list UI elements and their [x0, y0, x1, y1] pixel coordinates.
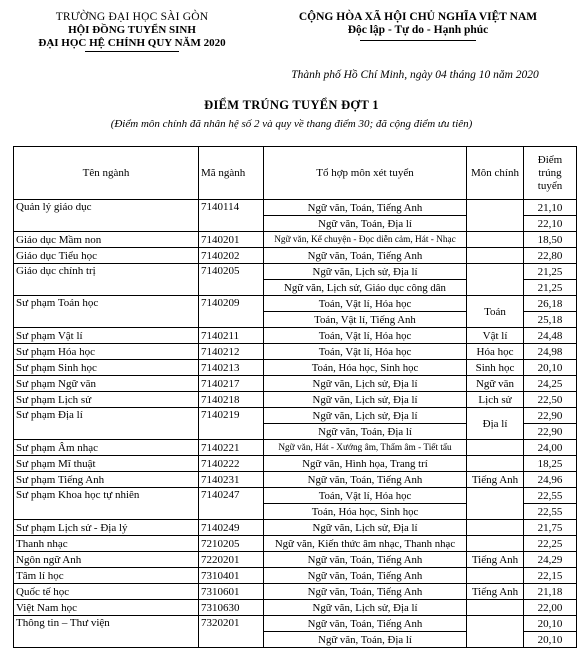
right-header-rule: [360, 40, 476, 41]
subject-combination: Ngữ văn, Lịch sử, Địa lí: [264, 264, 467, 280]
admission-score: 22,50: [524, 392, 577, 408]
admission-score: 24,29: [524, 552, 577, 568]
table-row: [14, 392, 577, 408]
school-name: TRƯỜNG ĐẠI HỌC SÀI GÒN: [55, 11, 209, 23]
subject-combination: Ngữ văn, Toán, Tiếng Anh: [264, 568, 467, 584]
major-name: Quản lý giáo dục: [14, 200, 199, 232]
admission-score: 24,96: [524, 472, 577, 488]
table-row: [14, 520, 577, 536]
header-name: Tên ngành: [14, 147, 199, 200]
table-row: [14, 296, 577, 312]
admission-score: 22,80: [524, 248, 577, 264]
major-code: 7210205: [199, 536, 264, 552]
nation-header: [268, 11, 568, 37]
subject-combination: Ngữ văn, Kiến thức âm nhạc, Thanh nhạc: [264, 536, 467, 552]
admission-score: 25,18: [524, 312, 577, 328]
main-subject: Ngữ văn: [467, 376, 524, 392]
subject-combination: Toán, Hóa học, Sinh học: [264, 504, 467, 520]
document-subtitle: (Điểm môn chính đã nhân hệ số 2 và quy về thang điểm 30; đã cộng điểm ưu tiên): [110, 118, 473, 130]
admission-score: 22,90: [524, 408, 577, 424]
subject-combination: Toán, Vật lí, Hóa học: [264, 344, 467, 360]
main-subject: [467, 456, 524, 472]
main-subject: Tiếng Anh: [467, 552, 524, 568]
major-code: 7140114: [199, 200, 264, 232]
major-name: Sư phạm Mĩ thuật: [14, 456, 199, 472]
subject-combination: Ngữ văn, Toán, Địa lí: [264, 424, 467, 440]
major-name: Sư phạm Sinh học: [14, 360, 199, 376]
council-name: HỘI ĐỒNG TUYỂN SINH: [68, 24, 196, 36]
admission-score: 22,10: [524, 216, 577, 232]
admission-score: 21,18: [524, 584, 577, 600]
major-name: Sư phạm Tiếng Anh: [14, 472, 199, 488]
subject-combination: Ngữ văn, Toán, Tiếng Anh: [264, 248, 467, 264]
subject-combination: Ngữ văn, Toán, Tiếng Anh: [264, 200, 467, 216]
table-row: [14, 536, 577, 552]
admission-score: 20,10: [524, 360, 577, 376]
table-row: [14, 360, 577, 376]
main-subject: Vật lí: [467, 328, 524, 344]
subject-combination: Ngữ văn, Kể chuyện - Đọc diễn cảm, Hát - Nhạc: [264, 232, 467, 248]
admission-score: 22,00: [524, 600, 577, 616]
main-subject: [467, 520, 524, 536]
main-subject: [467, 536, 524, 552]
major-name: Thanh nhạc: [14, 536, 199, 552]
admission-score: 22,90: [524, 424, 577, 440]
major-code: 7140231: [199, 472, 264, 488]
main-subject: [467, 248, 524, 264]
major-name: Sư phạm Lịch sử: [14, 392, 199, 408]
major-name: Sư phạm Địa lí: [14, 408, 199, 440]
major-name: Thông tin – Thư viện: [14, 616, 199, 648]
subject-combination: Ngữ văn, Toán, Địa lí: [264, 216, 467, 232]
subject-combination: Ngữ văn, Lịch sử, Giáo dục công dân: [264, 280, 467, 296]
header-combo: Tổ hợp môn xét tuyển: [264, 147, 467, 200]
admission-score: 22,25: [524, 536, 577, 552]
major-code: 7140209: [199, 296, 264, 328]
document-title: ĐIỂM TRÚNG TUYỂN ĐỢT 1: [204, 98, 379, 112]
subject-combination: Ngữ văn, Toán, Địa lí: [264, 632, 467, 648]
major-code: 7140249: [199, 520, 264, 536]
admission-score: 21,25: [524, 280, 577, 296]
main-subject: [467, 616, 524, 648]
admission-score: 24,48: [524, 328, 577, 344]
admission-score: 21,25: [524, 264, 577, 280]
major-code: 7140202: [199, 248, 264, 264]
main-subject: [467, 200, 524, 232]
main-subject: [467, 488, 524, 520]
subject-combination: Ngữ văn, Lịch sử, Địa lí: [264, 520, 467, 536]
admission-score: 21,10: [524, 200, 577, 216]
table-row: [14, 584, 577, 600]
admission-score: 21,75: [524, 520, 577, 536]
table-row: [14, 232, 577, 248]
table-row: [14, 248, 577, 264]
subject-combination: Toán, Vật lí, Tiếng Anh: [264, 312, 467, 328]
admission-score: 26,18: [524, 296, 577, 312]
admission-score-table: [13, 146, 577, 648]
major-code: 7140222: [199, 456, 264, 472]
main-subject: Tiếng Anh: [467, 584, 524, 600]
main-subject: Tiếng Anh: [467, 472, 524, 488]
major-code: 7140205: [199, 264, 264, 296]
major-code: 7140221: [199, 440, 264, 456]
table-row: [14, 408, 577, 424]
major-name: Ngôn ngữ Anh: [14, 552, 199, 568]
table-row: [14, 440, 577, 456]
major-name: Giáo dục Mầm non: [14, 232, 199, 248]
main-subject: [467, 232, 524, 248]
subject-combination: Ngữ văn, Toán, Tiếng Anh: [264, 472, 467, 488]
table-row: [14, 328, 577, 344]
major-code: 7140247: [199, 488, 264, 520]
nation-name: CỘNG HÒA XÃ HỘI CHỦ NGHĨA VIỆT NAM: [298, 11, 538, 23]
main-subject: Toán: [467, 296, 524, 328]
table-row: [14, 376, 577, 392]
major-name: Sư phạm Toán học: [14, 296, 199, 328]
program-name: ĐẠI HỌC HỆ CHÍNH QUY NĂM 2020: [38, 37, 226, 49]
major-code: 7310630: [199, 600, 264, 616]
admission-score: 24,98: [524, 344, 577, 360]
school-header: [32, 11, 232, 50]
major-name: Việt Nam học: [14, 600, 199, 616]
main-subject: [467, 264, 524, 296]
subject-combination: Ngữ văn, Toán, Tiếng Anh: [264, 616, 467, 632]
major-code: 7310601: [199, 584, 264, 600]
major-code: 7140218: [199, 392, 264, 408]
admission-score: 22,15: [524, 568, 577, 584]
subject-combination: Ngữ văn, Lịch sử, Địa lí: [264, 600, 467, 616]
table-header-row: [14, 147, 577, 200]
table-row: [14, 264, 577, 280]
table-row: [14, 456, 577, 472]
major-name: Giáo dục Tiểu học: [14, 248, 199, 264]
major-name: Giáo dục chính trị: [14, 264, 199, 296]
major-code: 7140201: [199, 232, 264, 248]
left-header-rule: [85, 51, 179, 52]
major-code: 7140217: [199, 376, 264, 392]
main-subject: Sinh học: [467, 360, 524, 376]
nation-motto: Độc lập - Tự do - Hạnh phúc: [347, 24, 489, 36]
subject-combination: Ngữ văn, Lịch sử, Địa lí: [264, 392, 467, 408]
admission-score: 18,50: [524, 232, 577, 248]
subject-combination: Ngữ văn, Hát - Xướng âm, Thẩm âm - Tiết tấu: [264, 440, 467, 456]
subject-combination: Toán, Hóa học, Sinh học: [264, 360, 467, 376]
major-name: Sư phạm Lịch sử - Địa lý: [14, 520, 199, 536]
subject-combination: Toán, Vật lí, Hóa học: [264, 296, 467, 312]
major-name: Quốc tế học: [14, 584, 199, 600]
table-row: [14, 488, 577, 504]
place-date: Thành phố Hồ Chí Minh, ngày 04 tháng 10 năm 2020: [291, 69, 539, 81]
admission-score: 18,25: [524, 456, 577, 472]
major-name: Sư phạm Vật lí: [14, 328, 199, 344]
major-code: 7140212: [199, 344, 264, 360]
subject-combination: Toán, Vật lí, Hóa học: [264, 488, 467, 504]
admission-score: 22,55: [524, 488, 577, 504]
major-name: Sư phạm Âm nhạc: [14, 440, 199, 456]
major-code: 7140213: [199, 360, 264, 376]
main-subject: [467, 568, 524, 584]
subject-combination: Ngữ văn, Toán, Tiếng Anh: [264, 552, 467, 568]
main-subject: [467, 600, 524, 616]
admission-score: 24,00: [524, 440, 577, 456]
major-name: Sư phạm Ngữ văn: [14, 376, 199, 392]
table-row: [14, 616, 577, 632]
subject-combination: Toán, Vật lí, Hóa học: [264, 328, 467, 344]
admission-score: 20,10: [524, 632, 577, 648]
table-row: [14, 472, 577, 488]
major-code: 7220201: [199, 552, 264, 568]
table-row: [14, 600, 577, 616]
header-score: Điểm trúng tuyển: [524, 147, 577, 200]
table-row: [14, 200, 577, 216]
major-code: 7310401: [199, 568, 264, 584]
admission-score: 20,10: [524, 616, 577, 632]
subject-combination: Ngữ văn, Toán, Tiếng Anh: [264, 584, 467, 600]
main-subject: [467, 440, 524, 456]
major-name: Tâm lí học: [14, 568, 199, 584]
major-name: Sư phạm Hóa học: [14, 344, 199, 360]
subject-combination: Ngữ văn, Hình họa, Trang trí: [264, 456, 467, 472]
main-subject: Lịch sử: [467, 392, 524, 408]
header-code: Mã ngành: [199, 147, 264, 200]
main-subject: Hóa học: [467, 344, 524, 360]
table-row: [14, 552, 577, 568]
major-code: 7140219: [199, 408, 264, 440]
header-main-subject: Môn chính: [467, 147, 524, 200]
major-code: 7320201: [199, 616, 264, 648]
table-row: [14, 344, 577, 360]
main-subject: Địa lí: [467, 408, 524, 440]
admission-score: 24,25: [524, 376, 577, 392]
major-name: Sư phạm Khoa học tự nhiên: [14, 488, 199, 520]
subject-combination: Ngữ văn, Lịch sử, Địa lí: [264, 376, 467, 392]
table-row: [14, 568, 577, 584]
admission-score: 22,55: [524, 504, 577, 520]
major-code: 7140211: [199, 328, 264, 344]
subject-combination: Ngữ văn, Lịch sử, Địa lí: [264, 408, 467, 424]
